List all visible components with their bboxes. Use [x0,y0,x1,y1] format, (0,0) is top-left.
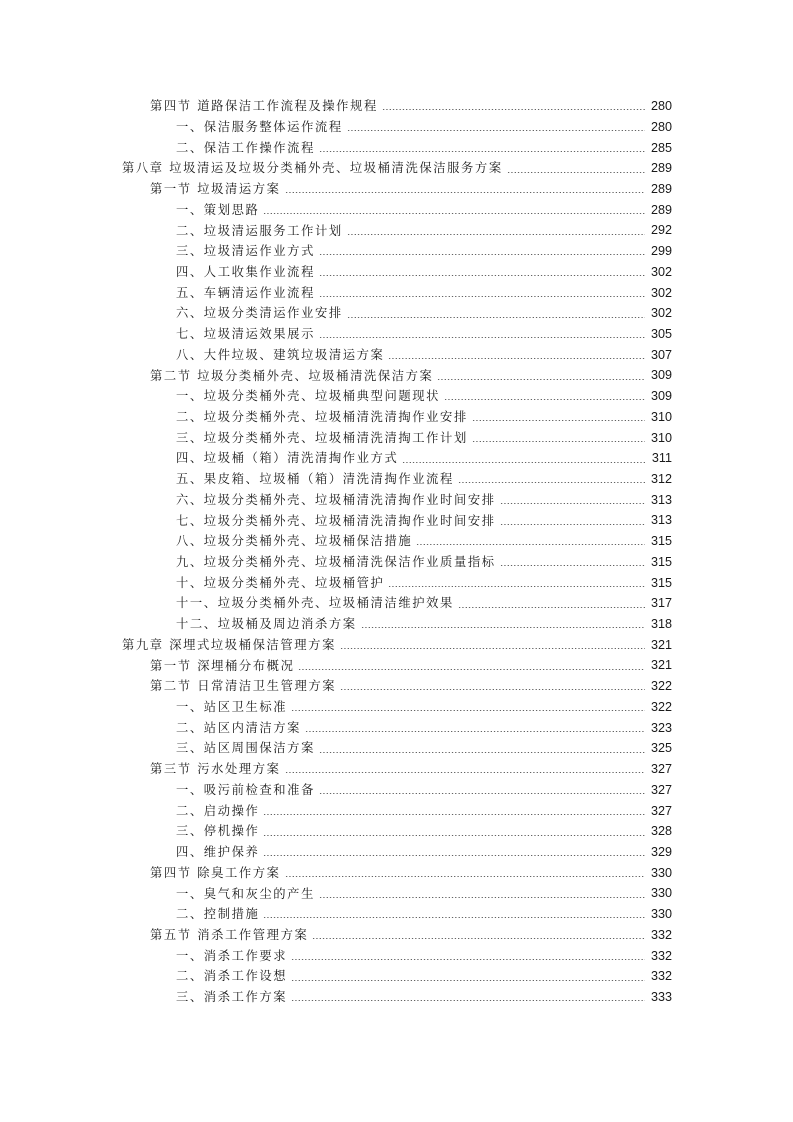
dot-leader [319,254,645,255]
dot-leader [305,731,645,732]
dot-leader [507,172,645,173]
dot-leader [444,399,645,400]
dot-leader [263,213,645,214]
toc-entry-item[interactable] [176,738,672,759]
dot-leader [382,109,645,110]
toc-entry-title: 八、垃圾分类桶外壳、垃圾桶保洁措施 [176,534,413,549]
dot-leader [263,855,645,856]
toc-entry-item[interactable] [176,490,672,511]
toc-entry-item[interactable] [176,842,672,863]
toc-entry-item[interactable] [176,262,672,283]
dot-leader [458,607,645,608]
toc-entry-title: 六、垃圾分类桶外壳、垃圾桶清洗清掏作业时间安排 [176,492,496,507]
toc-entry-page-number: 302 [650,285,672,300]
toc-entry-title: 第一节 深埋桶分布概况 [150,658,295,673]
toc-entry-title: 一、臭气和灰尘的产生 [176,886,315,901]
toc-entry-page-number: 321 [650,658,672,673]
dot-leader [291,710,645,711]
toc-entry-page-number: 315 [650,554,672,569]
toc-entry-item[interactable] [176,282,672,303]
toc-entry-item[interactable] [176,510,672,531]
toc-entry-section[interactable] [150,759,672,780]
toc-entry-page-number: 317 [650,596,672,611]
toc-entry-item[interactable] [176,904,672,925]
toc-entry-page-number: 333 [650,989,672,1004]
dot-leader [500,565,645,566]
dot-leader [319,337,645,338]
toc-entry-title: 五、车辆清运作业流程 [176,285,315,300]
dot-leader [416,544,645,545]
toc-entry-section[interactable] [150,365,672,386]
toc-entry-title: 七、垃圾分类桶外壳、垃圾桶清洗清掏作业时间安排 [176,513,496,528]
toc-entry-page-number: 289 [650,161,672,176]
dot-leader [291,980,645,981]
dot-leader [458,482,645,483]
dot-leader [319,296,645,297]
toc-entry-item[interactable] [176,883,672,904]
toc-entry-title: 第九章 深埋式垃圾桶保洁管理方案 [122,637,336,652]
toc-entry-page-number: 305 [650,326,672,341]
toc-entry-section[interactable] [150,676,672,697]
toc-entry-page-number: 315 [650,575,672,590]
toc-entry-page-number: 327 [650,803,672,818]
toc-entry-title: 二、保洁工作操作流程 [176,140,315,155]
toc-entry-page-number: 315 [650,534,672,549]
toc-entry-page-number: 332 [650,969,672,984]
toc-entry-title: 九、垃圾分类桶外壳、垃圾桶清洗保洁作业质量指标 [176,555,496,570]
dot-leader [263,917,645,918]
toc-entry-title: 一、策划思路 [176,202,260,217]
toc-entry-title: 三、消杀工作方案 [176,990,288,1005]
toc-entry-page-number: 327 [650,762,672,777]
toc-entry-page-number: 322 [650,699,672,714]
toc-entry-title: 三、停机操作 [176,824,260,839]
toc-entry-page-number: 313 [650,492,672,507]
toc-entry-title: 四、维护保养 [176,845,260,860]
toc-entry-title: 七、垃圾清运效果展示 [176,327,315,342]
table-of-contents [0,96,793,1008]
toc-entry-title: 第八章 垃圾清运及垃圾分类桶外壳、垃圾桶清洗保洁服务方案 [122,161,503,176]
toc-entry-item[interactable] [176,200,672,221]
toc-entry-title: 五、果皮箱、垃圾桶（箱）清洗清掏作业流程 [176,472,454,487]
toc-entry-title: 二、垃圾清运服务工作计划 [176,223,343,238]
toc-entry-item[interactable] [176,573,672,594]
toc-entry-page-number: 310 [650,409,672,424]
toc-entry-page-number: 292 [650,223,672,238]
dot-leader [319,752,645,753]
toc-entry-item[interactable] [176,137,672,158]
toc-entry-item[interactable] [176,945,672,966]
toc-entry-title: 第二节 日常清洁卫生管理方案 [150,679,337,694]
toc-entry-page-number: 318 [650,617,672,632]
toc-entry-page-number: 330 [650,907,672,922]
toc-entry-page-number: 327 [650,782,672,797]
toc-entry-item[interactable] [176,987,672,1008]
toc-entry-item[interactable] [176,697,672,718]
toc-entry-title: 六、垃圾分类清运作业安排 [176,306,343,321]
dot-leader [319,897,645,898]
toc-entry-page-number: 313 [650,513,672,528]
toc-entry-item[interactable] [176,324,672,345]
toc-entry-item[interactable] [176,821,672,842]
toc-entry-title: 八、大件垃圾、建筑垃圾清运方案 [176,347,385,362]
toc-entry-item[interactable] [176,614,672,635]
toc-entry-page-number: 323 [650,720,672,735]
toc-entry-page-number: 302 [650,264,672,279]
toc-entry-page-number: 332 [650,927,672,942]
toc-entry-title: 二、启动操作 [176,803,260,818]
dot-leader [319,151,645,152]
toc-entry-item[interactable] [176,448,672,469]
toc-entry-item[interactable] [176,386,672,407]
toc-entry-item[interactable] [176,966,672,987]
toc-entry-title: 一、保洁服务整体运作流程 [176,119,343,134]
toc-entry-section[interactable] [150,925,672,946]
dot-leader [319,793,645,794]
toc-entry-title: 一、吸污前检查和准备 [176,782,315,797]
toc-entry-page-number: 310 [650,430,672,445]
toc-entry-section[interactable] [150,655,672,676]
toc-entry-page-number: 309 [650,368,672,383]
dot-leader [472,420,645,421]
toc-entry-page-number: 285 [650,140,672,155]
toc-entry-item[interactable] [176,552,672,573]
toc-entry-page-number: 312 [650,472,672,486]
toc-entry-page-number: 330 [650,886,672,901]
dot-leader [340,689,645,690]
toc-entry-title: 第五节 消杀工作管理方案 [150,927,309,942]
dot-leader [285,876,645,877]
toc-entry-title: 三、垃圾分类桶外壳、垃圾桶清洗清掏工作计划 [176,430,468,445]
toc-entry-item[interactable] [176,800,672,821]
dot-leader [340,648,645,649]
dot-leader [312,938,645,939]
toc-entry-title: 四、垃圾桶（箱）清洗清掏作业方式 [176,451,399,466]
toc-entry-section[interactable] [150,96,672,117]
toc-entry-page-number: 329 [650,844,672,859]
toc-entry-page-number: 307 [650,347,672,362]
toc-entry-page-number: 289 [650,202,672,217]
dot-leader [285,192,645,193]
dot-leader [291,959,645,960]
dot-leader [437,379,645,380]
toc-entry-chapter[interactable] [122,158,672,179]
toc-entry-title: 十一、垃圾分类桶外壳、垃圾桶清洁维护效果 [176,596,454,611]
toc-entry-title: 第一节 垃圾清运方案 [150,182,281,197]
toc-entry-title: 一、垃圾分类桶外壳、垃圾桶典型问题现状 [176,389,441,404]
dot-leader [388,358,645,359]
toc-entry-item[interactable] [176,303,672,324]
dot-leader [388,586,645,587]
toc-entry-item[interactable] [176,780,672,801]
dot-leader [298,669,645,670]
toc-entry-page-number: 299 [650,244,672,259]
dot-leader [347,130,645,131]
toc-entry-page-number: 289 [650,181,672,196]
toc-entry-title: 四、人工收集作业流程 [176,264,315,279]
dot-leader [263,814,645,815]
toc-entry-chapter[interactable] [122,635,672,656]
toc-entry-item[interactable] [176,718,672,739]
toc-entry-item[interactable] [176,117,672,138]
dot-leader [319,275,645,276]
toc-entry-page-number: 325 [650,741,672,756]
toc-entry-item[interactable] [176,407,672,428]
dot-leader [347,234,645,235]
toc-entry-item[interactable] [176,469,672,490]
toc-entry-title: 二、垃圾分类桶外壳、垃圾桶清洗清掏作业安排 [176,409,468,424]
toc-entry-page-number: 328 [650,824,672,839]
toc-entry-item[interactable] [176,220,672,241]
toc-entry-page-number: 280 [650,99,672,114]
toc-entry-title: 三、垃圾清运作业方式 [176,244,315,259]
toc-entry-page-number: 309 [650,389,672,404]
toc-entry-title: 二、站区内清洁方案 [176,720,302,735]
toc-entry-title: 第三节 污水处理方案 [150,762,281,777]
toc-entry-item[interactable] [176,241,672,262]
toc-entry-title: 一、消杀工作要求 [176,948,288,963]
toc-entry-page-number: 322 [650,679,672,694]
toc-entry-title: 一、站区卫生标准 [176,700,288,715]
dot-leader [361,627,645,628]
toc-entry-item[interactable] [176,593,672,614]
toc-entry-page-number: 311 [651,451,672,466]
toc-entry-page-number: 332 [650,948,672,963]
toc-entry-title: 二、消杀工作设想 [176,969,288,984]
dot-leader [402,462,645,463]
toc-entry-title: 十、垃圾分类桶外壳、垃圾桶管护 [176,575,385,590]
toc-entry-page-number: 321 [650,637,672,652]
toc-entry-title: 三、站区周围保洁方案 [176,741,315,756]
toc-entry-title: 二、控制措施 [176,907,260,922]
dot-leader [347,317,645,318]
toc-entry-title: 第二节 垃圾分类桶外壳、垃圾桶清洗保洁方案 [150,368,434,383]
toc-entry-item[interactable] [176,345,672,366]
toc-entry-title: 第四节 道路保洁工作流程及操作规程 [150,99,378,114]
toc-entry-item[interactable] [176,428,672,449]
dot-leader [263,835,645,836]
toc-entry-title: 第四节 除臭工作方案 [150,865,281,880]
toc-entry-page-number: 280 [650,119,672,134]
dot-leader [500,503,645,504]
toc-entry-item[interactable] [176,531,672,552]
dot-leader [472,441,645,442]
toc-entry-section[interactable] [150,179,672,200]
toc-entry-page-number: 330 [650,865,672,880]
dot-leader [500,524,645,525]
toc-entry-title: 十二、垃圾桶及周边消杀方案 [176,617,357,632]
toc-entry-section[interactable] [150,863,672,884]
toc-entry-page-number: 302 [650,306,672,321]
dot-leader [285,772,645,773]
dot-leader [291,1000,645,1001]
